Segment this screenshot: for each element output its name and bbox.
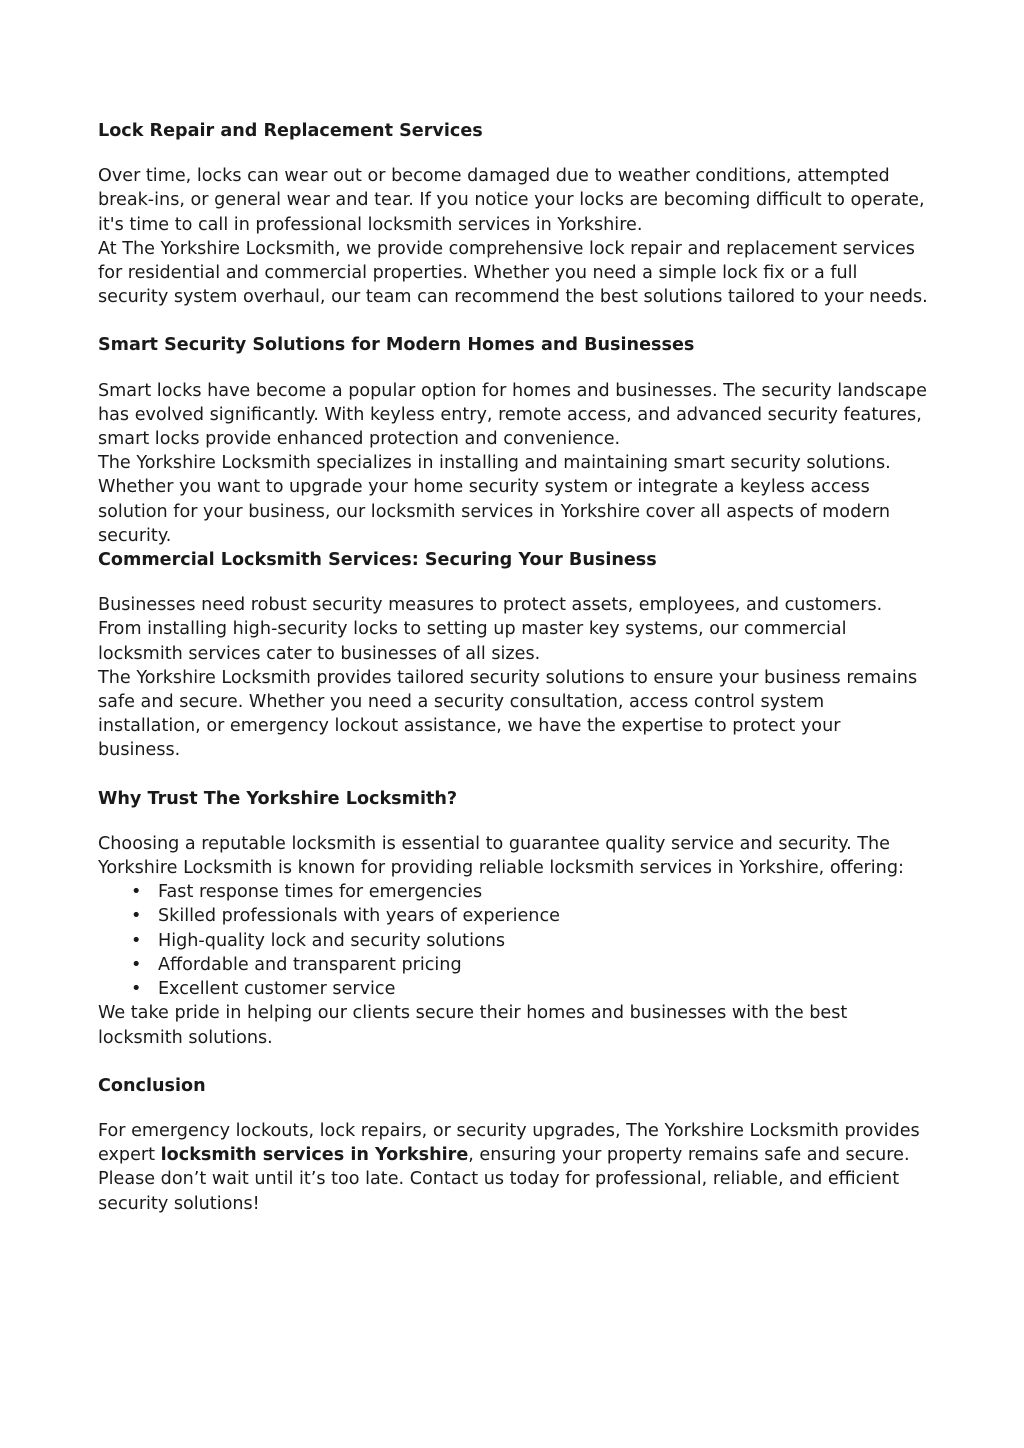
paragraph: Businesses need robust security measures to protect assets, employees, and customers. From installing high-security locks to setting up master key systems, our commercial locksmith services cater to businesses of all sizes. [98,595,883,664]
list-item: • Skilled professionals with years of experience [158,904,928,928]
section-heading-smart-security: Smart Security Solutions for Modern Homes and Businesses [98,335,695,356]
paragraph: At The Yorkshire Locksmith, we provide comprehensive lock repair and replacement services for residential and commercial properties. Whether you need a simple lock fix or a full security system overhaul, our team can recommend the best solutions tailored to your needs. [98,238,928,308]
paragraph: We take pride in helping our clients secure their homes and businesses with the best locksmith solutions. [98,1003,848,1048]
bullet-icon: • [131,930,142,951]
paragraph: The Yorkshire Locksmith specializes in installing and maintaining smart security solutions. Whether you want to upgrade your home security system or integrate a keyless access solution for your business, our locksmith services in Yorkshire cover all aspects of modern security. [98,453,891,546]
list-item: • Fast response times for emergencies [158,880,928,904]
list-item: • Affordable and transparent pricing [158,953,928,977]
bullet-icon: • [131,906,142,927]
document-body [98,119,928,1216]
section-heading-conclusion: Conclusion [98,1075,206,1096]
bullet-icon: • [131,882,142,903]
section-heading-lock-repair: Lock Repair and Replacement Services [98,121,483,141]
paragraph: Smart locks have become a popular option for homes and businesses. The security landscape has evolved significantly. With keyless entry, remote access, and advanced security features, smart locks provide enhanced protection and convenience. [98,380,927,450]
benefits-list [98,880,928,1001]
paragraph: Choosing a reputable locksmith is essential to guarantee quality service and security. The Yorkshire Locksmith is known for providing reliable locksmith services in Yorkshire, offering: [98,833,904,879]
section-heading-commercial: Commercial Locksmith Services: Securing Your Business [98,550,657,571]
bullet-icon: • [131,979,142,1000]
paragraph: The Yorkshire Locksmith provides tailored security solutions to ensure your business remains safe and secure. Whether you need a security consultation, access control system installation, or emergency lockout assistance, we have the expertise to protect your business. [98,667,918,761]
bullet-icon: • [131,954,142,975]
paragraph: Over time, locks can wear out or become damaged due to weather conditions, attempted break-ins, or general wear and tear. If you notice your locks are becoming difficult to operate, it's time to call in professional locksmith services in Yorkshire. [98,166,925,235]
highlighted-keyword: locksmith services in Yorkshire [160,1145,469,1166]
list-item: • High-quality lock and security solutions [158,929,928,953]
section-heading-why-trust: Why Trust The Yorkshire Locksmith? [98,788,458,809]
list-item: • Excellent customer service [158,977,928,1001]
conclusion-paragraph: For emergency lockouts, lock repairs, or security upgrades, The Yorkshire Locksmith provides expert locksmith services in Yorkshire, ensuring your property remains safe and secure. Please don’t wait until it’s too late. Contact us today for professional, reliable, and efficient security solutions! [98,1120,920,1214]
